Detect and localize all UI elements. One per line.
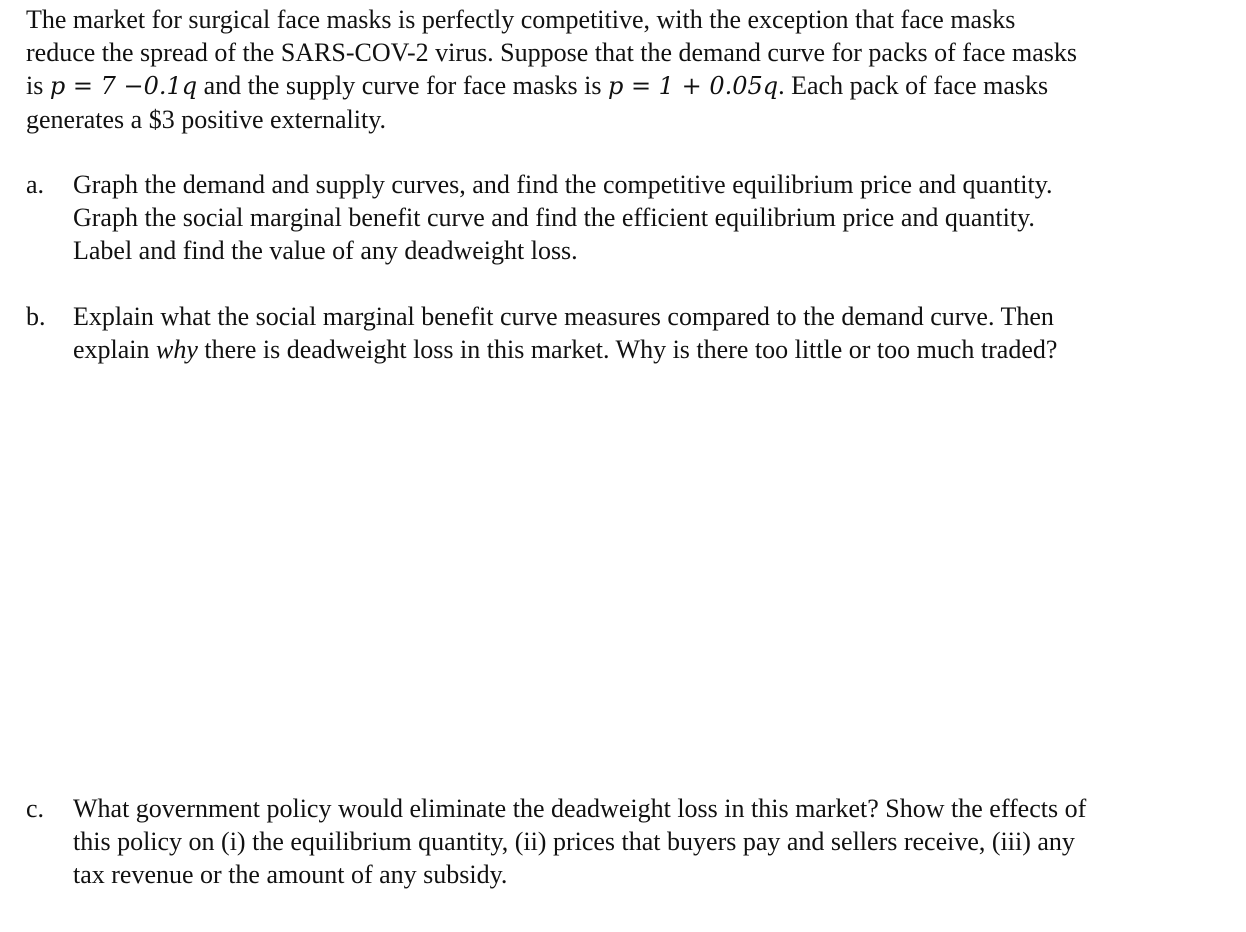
- demand-equation: p = 7 −0.1q: [49, 72, 198, 100]
- question-b-line-2: [73, 333, 1233, 366]
- problem-line-3-start: is: [26, 71, 50, 100]
- problem-statement: [26, 3, 1231, 136]
- question-b-line-2-end: there is deadweight loss in this market. Why is there too little or too much traded?: [197, 335, 1058, 364]
- question-a-marker: a.: [26, 170, 45, 199]
- question-c-text: [73, 792, 1233, 891]
- question-b-emphasis: why: [156, 335, 198, 364]
- problem-line-3-end: . Each pack of face masks: [778, 71, 1049, 100]
- question-c-line-2: this policy on (i) the equilibrium quantity, (ii) prices that buyers pay and sellers receive, (iii) any: [73, 827, 1075, 856]
- question-b-line-1: Explain what the social marginal benefit curve measures compared to the demand curve. Then: [73, 302, 1054, 331]
- question-c-marker: c.: [26, 794, 45, 823]
- problem-line-3: [26, 69, 1231, 103]
- problem-line-4: generates a $3 positive externality.: [26, 105, 387, 134]
- question-a-line-3: Label and find the value of any deadweight loss.: [73, 236, 578, 265]
- problem-line-3-middle: and the supply curve for face masks is: [197, 71, 608, 100]
- question-b-text: [73, 300, 1233, 366]
- question-c-line-1: What government policy would eliminate the deadweight loss in this market? Show the effects of: [73, 794, 1087, 823]
- problem-line-2: reduce the spread of the SARS-COV-2 virus. Suppose that the demand curve for packs of face masks: [26, 38, 1078, 67]
- question-b-marker: b.: [26, 302, 46, 331]
- problem-line-1: The market for surgical face masks is perfectly competitive, with the exception that face masks: [26, 5, 1016, 34]
- question-a-line-1: Graph the demand and supply curves, and find the competitive equilibrium price and quantity.: [73, 170, 1053, 199]
- question-a-text: [73, 168, 1233, 267]
- question-c-line-3: tax revenue or the amount of any subsidy.: [73, 860, 508, 889]
- question-b-line-2-start: explain: [73, 335, 157, 364]
- question-a-line-2: Graph the social marginal benefit curve and find the efficient equilibrium price and quantity.: [73, 203, 1035, 232]
- supply-equation: p = 1 + 0.05q: [607, 72, 779, 100]
